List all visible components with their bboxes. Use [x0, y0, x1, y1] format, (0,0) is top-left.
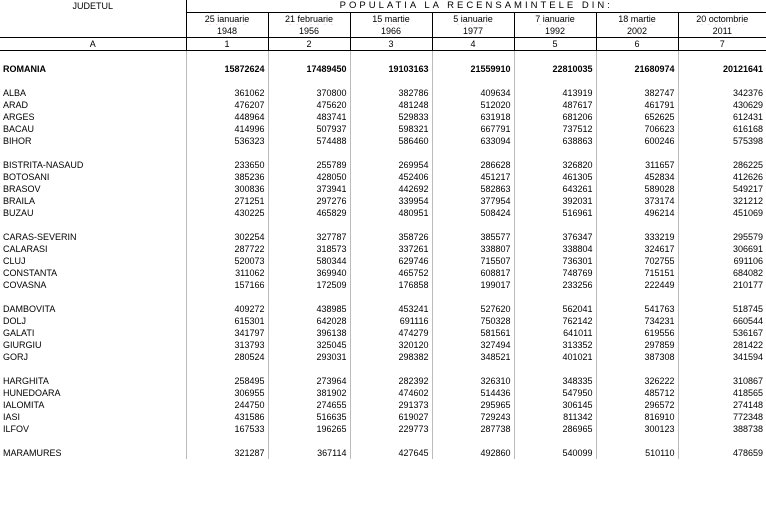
county-row: [0, 183, 766, 195]
county-row: [0, 87, 766, 99]
population-cell: 281422: [678, 339, 766, 351]
population-cell: 373174: [596, 195, 678, 207]
county-name: ALBA: [3, 88, 27, 98]
population-cell: 453241: [350, 303, 432, 315]
county-name: DAMBOVITA: [3, 304, 56, 314]
population-cell: 409272: [186, 303, 268, 315]
county-row: [0, 99, 766, 111]
population-cell: 638863: [514, 135, 596, 147]
population-cell: 514436: [432, 387, 514, 399]
population-cell: 615301: [186, 315, 268, 327]
population-cell: 465752: [350, 267, 432, 279]
population-cell: 737512: [514, 123, 596, 135]
column-code: 4: [432, 38, 514, 51]
population-cell: 318573: [268, 243, 350, 255]
population-cell: 373941: [268, 183, 350, 195]
population-cell: 430629: [678, 99, 766, 111]
population-cell: 451069: [678, 207, 766, 219]
column-code-row: [0, 38, 766, 51]
population-cell: 244750: [186, 399, 268, 411]
population-cell: 286965: [514, 423, 596, 435]
population-cell: 474602: [350, 387, 432, 399]
population-cell: 442692: [350, 183, 432, 195]
population-cell: 376347: [514, 231, 596, 243]
population-cell: 338804: [514, 243, 596, 255]
population-cell: 549217: [678, 183, 766, 195]
county-row: [0, 111, 766, 123]
column-code: 3: [350, 38, 432, 51]
county-name: BUZAU: [3, 208, 34, 218]
population-cell: 196265: [268, 423, 350, 435]
population-cell: 326222: [596, 375, 678, 387]
population-cell: 298382: [350, 351, 432, 363]
county-name: BRAILA: [3, 196, 36, 206]
spacer-row: [0, 147, 766, 159]
county-row: [0, 411, 766, 423]
population-cell: 361062: [186, 87, 268, 99]
census-date: 25 ianuarie: [186, 13, 268, 26]
county-row: [0, 171, 766, 183]
county-row: [0, 195, 766, 207]
population-cell: 612431: [678, 111, 766, 123]
population-cell: 684082: [678, 267, 766, 279]
county-name: ILFOV: [3, 424, 30, 434]
column-code: 2: [268, 38, 350, 51]
county-name: BRASOV: [3, 184, 41, 194]
population-cell: 274148: [678, 399, 766, 411]
county-name: ARGES: [3, 112, 35, 122]
census-year: 1977: [432, 25, 514, 38]
population-cell: 339954: [350, 195, 432, 207]
population-cell: 510110: [596, 447, 678, 459]
population-cell: 529833: [350, 111, 432, 123]
population-cell: 320120: [350, 339, 432, 351]
population-cell: 176858: [350, 279, 432, 291]
county-row: [0, 231, 766, 243]
population-cell: 461791: [596, 99, 678, 111]
county-name: BACAU: [3, 124, 35, 134]
population-cell: 734231: [596, 315, 678, 327]
population-cell: 452406: [350, 171, 432, 183]
county-row: [0, 159, 766, 171]
county-name: IALOMITA: [3, 400, 45, 410]
population-cell: 274655: [268, 399, 350, 411]
population-cell: 313352: [514, 339, 596, 351]
population-cell: 15872624: [186, 63, 268, 75]
county-name: HARGHITA: [3, 376, 49, 386]
population-cell: 333219: [596, 231, 678, 243]
population-cell: 310867: [678, 375, 766, 387]
county-name: GALATI: [3, 328, 35, 338]
population-cell: 811342: [514, 411, 596, 423]
population-cell: 327494: [432, 339, 514, 351]
population-cell: 321212: [678, 195, 766, 207]
population-cell: 313793: [186, 339, 268, 351]
population-cell: 338807: [432, 243, 514, 255]
population-cell: 286225: [678, 159, 766, 171]
population-cell: 327787: [268, 231, 350, 243]
population-cell: 427645: [350, 447, 432, 459]
population-cell: 547950: [514, 387, 596, 399]
population-cell: 706623: [596, 123, 678, 135]
census-year: 1992: [514, 25, 596, 38]
population-cell: 280524: [186, 351, 268, 363]
population-cell: 642028: [268, 315, 350, 327]
population-cell: 233650: [186, 159, 268, 171]
column-code: 7: [678, 38, 766, 51]
population-cell: 461305: [514, 171, 596, 183]
population-cell: 296572: [596, 399, 678, 411]
population-cell: 582863: [432, 183, 514, 195]
county-row: [0, 267, 766, 279]
population-cell: 492860: [432, 447, 514, 459]
spacer-row: [0, 75, 766, 87]
population-cell: 370800: [268, 87, 350, 99]
population-cell: 475620: [268, 99, 350, 111]
population-cell: 681206: [514, 111, 596, 123]
population-cell: 233256: [514, 279, 596, 291]
population-cell: 465829: [268, 207, 350, 219]
population-cell: 401021: [514, 351, 596, 363]
population-cell: 452834: [596, 171, 678, 183]
census-date: 18 martie: [596, 13, 678, 26]
population-cell: 715151: [596, 267, 678, 279]
population-cell: 527620: [432, 303, 514, 315]
population-cell: 222449: [596, 279, 678, 291]
county-row: [0, 351, 766, 363]
population-cell: 382747: [596, 87, 678, 99]
population-cell: 324617: [596, 243, 678, 255]
population-cell: 667791: [432, 123, 514, 135]
census-date: 20 octombrie: [678, 13, 766, 26]
county-row: [0, 243, 766, 255]
population-cell: 300836: [186, 183, 268, 195]
spacer-row: [0, 219, 766, 231]
population-cell: 172509: [268, 279, 350, 291]
county-name: IASI: [3, 412, 21, 422]
population-cell: 536323: [186, 135, 268, 147]
population-cell: 816910: [596, 411, 678, 423]
county-row: [0, 375, 766, 387]
population-cell: 409634: [432, 87, 514, 99]
population-cell: 414996: [186, 123, 268, 135]
county-row: [0, 255, 766, 267]
population-cell: 418565: [678, 387, 766, 399]
population-cell: 619556: [596, 327, 678, 339]
county-row: [0, 423, 766, 435]
population-cell: 300123: [596, 423, 678, 435]
population-cell: 715507: [432, 255, 514, 267]
population-cell: 337261: [350, 243, 432, 255]
population-cell: 476207: [186, 99, 268, 111]
spacer-row: [0, 51, 766, 64]
population-cell: 358726: [350, 231, 432, 243]
county-row: [0, 399, 766, 411]
population-cell: 321287: [186, 447, 268, 459]
population-cell: 496214: [596, 207, 678, 219]
county-row: [0, 123, 766, 135]
county-name: COVASNA: [3, 280, 47, 290]
population-cell: 306145: [514, 399, 596, 411]
county-name: DOLJ: [3, 316, 27, 326]
population-cell: 325045: [268, 339, 350, 351]
population-cell: 431586: [186, 411, 268, 423]
population-cell: 772348: [678, 411, 766, 423]
population-cell: 451217: [432, 171, 514, 183]
population-cell: 536167: [678, 327, 766, 339]
population-cell: 348335: [514, 375, 596, 387]
population-cell: 736301: [514, 255, 596, 267]
population-cell: 20121641: [678, 63, 766, 75]
county-row: [0, 279, 766, 291]
population-cell: 478659: [678, 447, 766, 459]
county-row: [0, 315, 766, 327]
population-cell: 306691: [678, 243, 766, 255]
population-cell: 691106: [678, 255, 766, 267]
population-cell: 485712: [596, 387, 678, 399]
county-row: [0, 339, 766, 351]
population-cell: 652625: [596, 111, 678, 123]
population-cell: 229773: [350, 423, 432, 435]
population-cell: 762142: [514, 315, 596, 327]
spacer-row: [0, 291, 766, 303]
population-cell: 580344: [268, 255, 350, 267]
county-name: GIURGIU: [3, 340, 42, 350]
population-cell: 387308: [596, 351, 678, 363]
population-cell: 271251: [186, 195, 268, 207]
county-name: BISTRITA-NASAUD: [3, 160, 84, 170]
population-cell: 507937: [268, 123, 350, 135]
county-name: MARAMURES: [3, 448, 62, 458]
column-code: 6: [596, 38, 678, 51]
column-code: A: [0, 38, 186, 51]
population-cell: 21559910: [432, 63, 514, 75]
county-name: GORJ: [3, 352, 29, 362]
population-cell: 520073: [186, 255, 268, 267]
population-cell: 480951: [350, 207, 432, 219]
column-code: 5: [514, 38, 596, 51]
population-cell: 342376: [678, 87, 766, 99]
county-row: [0, 447, 766, 459]
population-cell: 608817: [432, 267, 514, 279]
population-cell: 273964: [268, 375, 350, 387]
population-cell: 21680974: [596, 63, 678, 75]
population-cell: 750328: [432, 315, 514, 327]
population-cell: 748769: [514, 267, 596, 279]
population-cell: 413919: [514, 87, 596, 99]
population-cell: 643261: [514, 183, 596, 195]
county-row: [0, 303, 766, 315]
population-cell: 518745: [678, 303, 766, 315]
spacer-row: [0, 363, 766, 375]
population-cell: 487617: [514, 99, 596, 111]
population-cell: 541763: [596, 303, 678, 315]
population-cell: 641011: [514, 327, 596, 339]
county-name: CARAS-SEVERIN: [3, 232, 77, 242]
population-cell: 631918: [432, 111, 514, 123]
population-cell: 448964: [186, 111, 268, 123]
population-cell: 199017: [432, 279, 514, 291]
population-cell: 157166: [186, 279, 268, 291]
population-cell: 22810035: [514, 63, 596, 75]
population-cell: 306955: [186, 387, 268, 399]
population-cell: 633094: [432, 135, 514, 147]
table-title: POPULATIA LA RECENSAMINTELE DIN:: [186, 0, 766, 13]
population-cell: 512020: [432, 99, 514, 111]
population-cell: 660544: [678, 315, 766, 327]
population-cell: 392031: [514, 195, 596, 207]
population-cell: 17489450: [268, 63, 350, 75]
population-cell: 167533: [186, 423, 268, 435]
census-date: 15 martie: [350, 13, 432, 26]
population-cell: 691116: [350, 315, 432, 327]
population-cell: 702755: [596, 255, 678, 267]
population-cell: 377954: [432, 195, 514, 207]
population-cell: 428050: [268, 171, 350, 183]
county-row: [0, 327, 766, 339]
census-year: 1956: [268, 25, 350, 38]
population-cell: 581561: [432, 327, 514, 339]
population-cell: 287738: [432, 423, 514, 435]
population-cell: 341797: [186, 327, 268, 339]
population-cell: 589028: [596, 183, 678, 195]
county-name: BOTOSANI: [3, 172, 50, 182]
population-cell: 258495: [186, 375, 268, 387]
population-cell: 574488: [268, 135, 350, 147]
population-cell: 729243: [432, 411, 514, 423]
population-cell: 255789: [268, 159, 350, 171]
population-cell: 293031: [268, 351, 350, 363]
census-date: 21 februarie: [268, 13, 350, 26]
population-cell: 619027: [350, 411, 432, 423]
county-header: JUDETUL: [72, 1, 113, 11]
population-cell: 388738: [678, 423, 766, 435]
population-cell: 516961: [514, 207, 596, 219]
census-year: 1948: [186, 25, 268, 38]
population-cell: 481248: [350, 99, 432, 111]
population-cell: 311657: [596, 159, 678, 171]
population-cell: 282392: [350, 375, 432, 387]
county-name: CONSTANTA: [3, 268, 58, 278]
total-row: [0, 63, 766, 75]
spacer-row: [0, 435, 766, 447]
population-cell: 297276: [268, 195, 350, 207]
population-cell: 508424: [432, 207, 514, 219]
population-cell: 586460: [350, 135, 432, 147]
county-name: BIHOR: [3, 136, 32, 146]
population-cell: 269954: [350, 159, 432, 171]
county-name: ARAD: [3, 100, 29, 110]
population-cell: 287722: [186, 243, 268, 255]
census-year: 1966: [350, 25, 432, 38]
population-cell: 412626: [678, 171, 766, 183]
population-cell: 600246: [596, 135, 678, 147]
census-date: 7 ianuarie: [514, 13, 596, 26]
county-name: CALARASI: [3, 244, 48, 254]
population-cell: 616168: [678, 123, 766, 135]
total-name: ROMANIA: [3, 64, 46, 74]
population-cell: 598321: [350, 123, 432, 135]
population-cell: 385577: [432, 231, 514, 243]
population-cell: 396138: [268, 327, 350, 339]
population-cell: 438985: [268, 303, 350, 315]
column-code: 1: [186, 38, 268, 51]
population-cell: 311062: [186, 267, 268, 279]
population-cell: 326310: [432, 375, 514, 387]
population-cell: 348521: [432, 351, 514, 363]
population-cell: 341594: [678, 351, 766, 363]
census-year: 2002: [596, 25, 678, 38]
population-cell: 367114: [268, 447, 350, 459]
county-row: [0, 387, 766, 399]
population-cell: 385236: [186, 171, 268, 183]
census-year: 2011: [678, 25, 766, 38]
population-cell: 516635: [268, 411, 350, 423]
population-cell: 430225: [186, 207, 268, 219]
population-cell: 369940: [268, 267, 350, 279]
population-cell: 295579: [678, 231, 766, 243]
population-cell: 382786: [350, 87, 432, 99]
population-cell: 381902: [268, 387, 350, 399]
population-cell: 302254: [186, 231, 268, 243]
population-cell: 295965: [432, 399, 514, 411]
population-cell: 19103163: [350, 63, 432, 75]
county-name: HUNEDOARA: [3, 388, 61, 398]
population-cell: 562041: [514, 303, 596, 315]
population-cell: 575398: [678, 135, 766, 147]
population-cell: 474279: [350, 327, 432, 339]
census-date: 5 ianuarie: [432, 13, 514, 26]
population-cell: 540099: [514, 447, 596, 459]
population-cell: 629746: [350, 255, 432, 267]
population-cell: 286628: [432, 159, 514, 171]
population-cell: 210177: [678, 279, 766, 291]
population-cell: 326820: [514, 159, 596, 171]
county-row: [0, 135, 766, 147]
population-cell: 297859: [596, 339, 678, 351]
county-row: [0, 207, 766, 219]
county-name: CLUJ: [3, 256, 26, 266]
population-cell: 483741: [268, 111, 350, 123]
population-cell: 291373: [350, 399, 432, 411]
